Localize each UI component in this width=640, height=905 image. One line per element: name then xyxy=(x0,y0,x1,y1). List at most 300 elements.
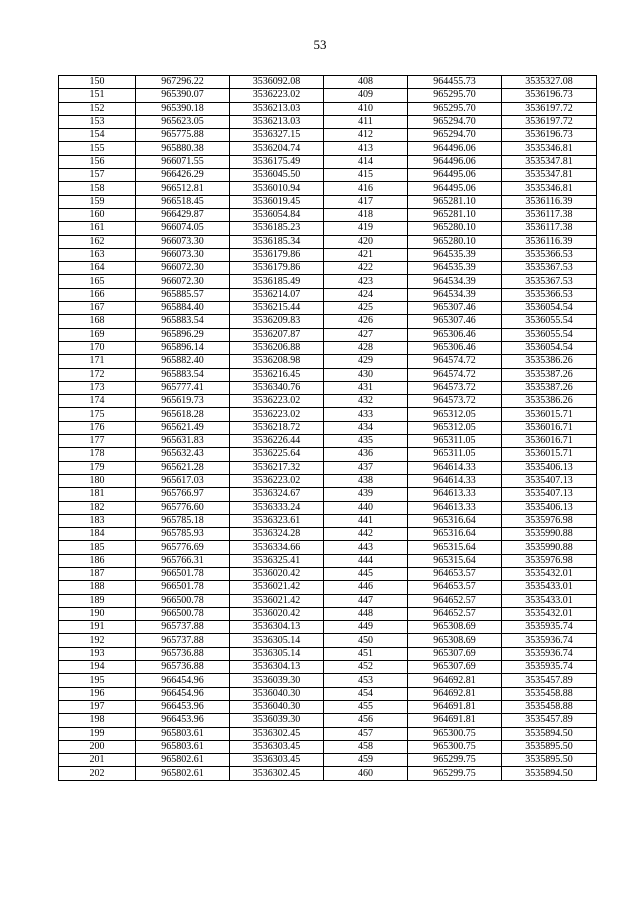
point-number-left-cell: 200 xyxy=(59,740,136,753)
point-number-left-cell: 166 xyxy=(59,288,136,301)
table-row xyxy=(59,222,597,235)
y-coordinate-left-cell: 3536020.42 xyxy=(230,567,324,580)
x-coordinate-right-cell: 965299.75 xyxy=(408,767,502,780)
x-coordinate-right-cell: 965295.70 xyxy=(408,89,502,102)
table-row xyxy=(59,687,597,700)
y-coordinate-left-cell: 3536185.34 xyxy=(230,235,324,248)
x-coordinate-left-cell: 965896.14 xyxy=(136,341,230,354)
x-coordinate-left-cell: 966500.78 xyxy=(136,594,230,607)
x-coordinate-left-cell: 965623.05 xyxy=(136,115,230,128)
y-coordinate-left-cell: 3536092.08 xyxy=(230,76,324,89)
x-coordinate-right-cell: 964692.81 xyxy=(408,687,502,700)
y-coordinate-right-cell: 3536116.39 xyxy=(502,195,597,208)
point-number-right-cell: 425 xyxy=(324,302,408,315)
table-row xyxy=(59,754,597,767)
point-number-left-cell: 198 xyxy=(59,714,136,727)
point-number-left-cell: 193 xyxy=(59,647,136,660)
y-coordinate-right-cell: 3535347.81 xyxy=(502,169,597,182)
y-coordinate-right-cell: 3535894.50 xyxy=(502,767,597,780)
x-coordinate-right-cell: 965307.69 xyxy=(408,661,502,674)
x-coordinate-left-cell: 966454.96 xyxy=(136,674,230,687)
x-coordinate-right-cell: 964573.72 xyxy=(408,381,502,394)
point-number-right-cell: 421 xyxy=(324,248,408,261)
x-coordinate-right-cell: 964574.72 xyxy=(408,355,502,368)
y-coordinate-left-cell: 3536302.45 xyxy=(230,767,324,780)
point-number-left-cell: 164 xyxy=(59,262,136,275)
x-coordinate-right-cell: 964652.57 xyxy=(408,607,502,620)
y-coordinate-left-cell: 3536324.28 xyxy=(230,528,324,541)
point-number-right-cell: 454 xyxy=(324,687,408,700)
y-coordinate-right-cell: 3535457.89 xyxy=(502,674,597,687)
table-row xyxy=(59,262,597,275)
y-coordinate-right-cell: 3535432.01 xyxy=(502,607,597,620)
point-number-right-cell: 448 xyxy=(324,607,408,620)
table-row xyxy=(59,248,597,261)
y-coordinate-left-cell: 3536218.72 xyxy=(230,421,324,434)
y-coordinate-left-cell: 3536304.13 xyxy=(230,621,324,634)
x-coordinate-left-cell: 965737.88 xyxy=(136,621,230,634)
point-number-left-cell: 176 xyxy=(59,421,136,434)
y-coordinate-right-cell: 3535346.81 xyxy=(502,182,597,195)
point-number-left-cell: 196 xyxy=(59,687,136,700)
x-coordinate-left-cell: 966074.05 xyxy=(136,222,230,235)
point-number-right-cell: 441 xyxy=(324,514,408,527)
table-row xyxy=(59,328,597,341)
y-coordinate-left-cell: 3536304.13 xyxy=(230,661,324,674)
y-coordinate-right-cell: 3535976.98 xyxy=(502,554,597,567)
point-number-right-cell: 431 xyxy=(324,381,408,394)
table-row xyxy=(59,142,597,155)
point-number-left-cell: 150 xyxy=(59,76,136,89)
point-number-right-cell: 413 xyxy=(324,142,408,155)
y-coordinate-right-cell: 3535407.13 xyxy=(502,488,597,501)
x-coordinate-left-cell: 965631.83 xyxy=(136,435,230,448)
point-number-right-cell: 427 xyxy=(324,328,408,341)
x-coordinate-right-cell: 965308.69 xyxy=(408,621,502,634)
table-row xyxy=(59,767,597,780)
x-coordinate-left-cell: 965885.57 xyxy=(136,288,230,301)
table-row xyxy=(59,275,597,288)
y-coordinate-right-cell: 3536016.71 xyxy=(502,421,597,434)
point-number-left-cell: 155 xyxy=(59,142,136,155)
x-coordinate-right-cell: 965316.64 xyxy=(408,514,502,527)
point-number-left-cell: 202 xyxy=(59,767,136,780)
x-coordinate-left-cell: 965802.61 xyxy=(136,754,230,767)
x-coordinate-left-cell: 965766.31 xyxy=(136,554,230,567)
table-row xyxy=(59,368,597,381)
point-number-right-cell: 452 xyxy=(324,661,408,674)
y-coordinate-left-cell: 3536010.94 xyxy=(230,182,324,195)
y-coordinate-right-cell: 3535366.53 xyxy=(502,248,597,261)
x-coordinate-right-cell: 964455.73 xyxy=(408,76,502,89)
point-number-left-cell: 189 xyxy=(59,594,136,607)
table-row xyxy=(59,647,597,660)
y-coordinate-left-cell: 3536179.86 xyxy=(230,248,324,261)
point-number-left-cell: 172 xyxy=(59,368,136,381)
point-number-left-cell: 173 xyxy=(59,381,136,394)
x-coordinate-right-cell: 964613.33 xyxy=(408,488,502,501)
point-number-left-cell: 154 xyxy=(59,129,136,142)
x-coordinate-right-cell: 965308.69 xyxy=(408,634,502,647)
y-coordinate-right-cell: 3535386.26 xyxy=(502,395,597,408)
point-number-right-cell: 442 xyxy=(324,528,408,541)
x-coordinate-left-cell: 965883.54 xyxy=(136,368,230,381)
table-row xyxy=(59,541,597,554)
x-coordinate-left-cell: 966453.96 xyxy=(136,700,230,713)
y-coordinate-right-cell: 3536015.71 xyxy=(502,408,597,421)
x-coordinate-right-cell: 965306.46 xyxy=(408,341,502,354)
point-number-left-cell: 151 xyxy=(59,89,136,102)
x-coordinate-right-cell: 965315.64 xyxy=(408,554,502,567)
y-coordinate-left-cell: 3536185.23 xyxy=(230,222,324,235)
point-number-left-cell: 168 xyxy=(59,315,136,328)
point-number-left-cell: 188 xyxy=(59,581,136,594)
y-coordinate-left-cell: 3536204.74 xyxy=(230,142,324,155)
y-coordinate-left-cell: 3536223.02 xyxy=(230,408,324,421)
x-coordinate-right-cell: 964614.33 xyxy=(408,474,502,487)
point-number-left-cell: 186 xyxy=(59,554,136,567)
point-number-left-cell: 174 xyxy=(59,395,136,408)
x-coordinate-left-cell: 965896.29 xyxy=(136,328,230,341)
y-coordinate-left-cell: 3536226.44 xyxy=(230,435,324,448)
point-number-right-cell: 435 xyxy=(324,435,408,448)
point-number-right-cell: 434 xyxy=(324,421,408,434)
x-coordinate-left-cell: 965803.61 xyxy=(136,727,230,740)
table-row xyxy=(59,288,597,301)
y-coordinate-left-cell: 3536305.14 xyxy=(230,634,324,647)
y-coordinate-left-cell: 3536019.45 xyxy=(230,195,324,208)
x-coordinate-left-cell: 966072.30 xyxy=(136,262,230,275)
point-number-right-cell: 440 xyxy=(324,501,408,514)
x-coordinate-right-cell: 964573.72 xyxy=(408,395,502,408)
point-number-right-cell: 418 xyxy=(324,208,408,221)
y-coordinate-left-cell: 3536175.49 xyxy=(230,155,324,168)
table-row xyxy=(59,395,597,408)
y-coordinate-right-cell: 3536054.54 xyxy=(502,302,597,315)
y-coordinate-right-cell: 3535346.81 xyxy=(502,142,597,155)
point-number-left-cell: 177 xyxy=(59,435,136,448)
point-number-right-cell: 420 xyxy=(324,235,408,248)
table-row xyxy=(59,461,597,474)
point-number-left-cell: 182 xyxy=(59,501,136,514)
x-coordinate-right-cell: 965311.05 xyxy=(408,435,502,448)
table-row xyxy=(59,727,597,740)
x-coordinate-right-cell: 964691.81 xyxy=(408,714,502,727)
point-number-right-cell: 445 xyxy=(324,567,408,580)
table-row xyxy=(59,474,597,487)
x-coordinate-left-cell: 965621.49 xyxy=(136,421,230,434)
table-row xyxy=(59,714,597,727)
x-coordinate-right-cell: 965312.05 xyxy=(408,408,502,421)
point-number-left-cell: 197 xyxy=(59,700,136,713)
x-coordinate-left-cell: 965632.43 xyxy=(136,448,230,461)
point-number-right-cell: 436 xyxy=(324,448,408,461)
point-number-right-cell: 424 xyxy=(324,288,408,301)
y-coordinate-right-cell: 3535936.74 xyxy=(502,647,597,660)
y-coordinate-left-cell: 3536327.15 xyxy=(230,129,324,142)
point-number-right-cell: 409 xyxy=(324,89,408,102)
y-coordinate-left-cell: 3536303.45 xyxy=(230,740,324,753)
point-number-left-cell: 175 xyxy=(59,408,136,421)
point-number-left-cell: 170 xyxy=(59,341,136,354)
table-row xyxy=(59,514,597,527)
x-coordinate-left-cell: 966071.55 xyxy=(136,155,230,168)
x-coordinate-right-cell: 965300.75 xyxy=(408,740,502,753)
point-number-left-cell: 158 xyxy=(59,182,136,195)
table-row xyxy=(59,102,597,115)
y-coordinate-right-cell: 3535935.74 xyxy=(502,661,597,674)
y-coordinate-left-cell: 3536225.64 xyxy=(230,448,324,461)
y-coordinate-right-cell: 3535976.98 xyxy=(502,514,597,527)
point-number-right-cell: 433 xyxy=(324,408,408,421)
y-coordinate-left-cell: 3536207.87 xyxy=(230,328,324,341)
coordinate-table xyxy=(58,75,597,781)
y-coordinate-left-cell: 3536206.88 xyxy=(230,341,324,354)
point-number-left-cell: 199 xyxy=(59,727,136,740)
x-coordinate-left-cell: 965883.54 xyxy=(136,315,230,328)
table-row xyxy=(59,155,597,168)
x-coordinate-left-cell: 965766.97 xyxy=(136,488,230,501)
x-coordinate-right-cell: 965280.10 xyxy=(408,235,502,248)
y-coordinate-right-cell: 3535406.13 xyxy=(502,501,597,514)
y-coordinate-left-cell: 3536223.02 xyxy=(230,395,324,408)
x-coordinate-left-cell: 965884.40 xyxy=(136,302,230,315)
table-row xyxy=(59,302,597,315)
table-row xyxy=(59,182,597,195)
point-number-right-cell: 422 xyxy=(324,262,408,275)
x-coordinate-right-cell: 965299.75 xyxy=(408,754,502,767)
x-coordinate-left-cell: 966500.78 xyxy=(136,607,230,620)
point-number-left-cell: 167 xyxy=(59,302,136,315)
point-number-right-cell: 430 xyxy=(324,368,408,381)
y-coordinate-right-cell: 3535894.50 xyxy=(502,727,597,740)
table-row xyxy=(59,700,597,713)
y-coordinate-right-cell: 3536116.39 xyxy=(502,235,597,248)
point-number-right-cell: 451 xyxy=(324,647,408,660)
point-number-right-cell: 412 xyxy=(324,129,408,142)
y-coordinate-right-cell: 3535406.13 xyxy=(502,461,597,474)
x-coordinate-left-cell: 966501.78 xyxy=(136,581,230,594)
point-number-right-cell: 455 xyxy=(324,700,408,713)
y-coordinate-left-cell: 3536039.30 xyxy=(230,714,324,727)
point-number-left-cell: 195 xyxy=(59,674,136,687)
point-number-left-cell: 181 xyxy=(59,488,136,501)
x-coordinate-right-cell: 965316.64 xyxy=(408,528,502,541)
x-coordinate-right-cell: 964653.57 xyxy=(408,581,502,594)
table-row xyxy=(59,76,597,89)
y-coordinate-left-cell: 3536208.98 xyxy=(230,355,324,368)
point-number-right-cell: 457 xyxy=(324,727,408,740)
y-coordinate-left-cell: 3536216.45 xyxy=(230,368,324,381)
point-number-left-cell: 165 xyxy=(59,275,136,288)
x-coordinate-right-cell: 965295.70 xyxy=(408,102,502,115)
x-coordinate-left-cell: 966073.30 xyxy=(136,235,230,248)
point-number-left-cell: 179 xyxy=(59,461,136,474)
y-coordinate-right-cell: 3536016.71 xyxy=(502,435,597,448)
x-coordinate-left-cell: 966454.96 xyxy=(136,687,230,700)
point-number-left-cell: 152 xyxy=(59,102,136,115)
y-coordinate-right-cell: 3535367.53 xyxy=(502,262,597,275)
x-coordinate-left-cell: 965390.07 xyxy=(136,89,230,102)
point-number-right-cell: 415 xyxy=(324,169,408,182)
y-coordinate-left-cell: 3536333.24 xyxy=(230,501,324,514)
x-coordinate-left-cell: 965785.93 xyxy=(136,528,230,541)
table-row xyxy=(59,594,597,607)
y-coordinate-right-cell: 3535895.50 xyxy=(502,754,597,767)
x-coordinate-left-cell: 965776.69 xyxy=(136,541,230,554)
x-coordinate-right-cell: 964692.81 xyxy=(408,674,502,687)
x-coordinate-right-cell: 964535.39 xyxy=(408,248,502,261)
table-row xyxy=(59,115,597,128)
table-row xyxy=(59,581,597,594)
point-number-left-cell: 160 xyxy=(59,208,136,221)
x-coordinate-left-cell: 965617.03 xyxy=(136,474,230,487)
y-coordinate-right-cell: 3536055.54 xyxy=(502,315,597,328)
table-row xyxy=(59,421,597,434)
table-row xyxy=(59,607,597,620)
y-coordinate-left-cell: 3536215.44 xyxy=(230,302,324,315)
point-number-left-cell: 192 xyxy=(59,634,136,647)
point-number-left-cell: 184 xyxy=(59,528,136,541)
x-coordinate-right-cell: 965300.75 xyxy=(408,727,502,740)
y-coordinate-right-cell: 3536197.72 xyxy=(502,115,597,128)
x-coordinate-right-cell: 965294.70 xyxy=(408,115,502,128)
x-coordinate-left-cell: 966073.30 xyxy=(136,248,230,261)
y-coordinate-left-cell: 3536021.42 xyxy=(230,594,324,607)
table-row xyxy=(59,129,597,142)
x-coordinate-left-cell: 965737.88 xyxy=(136,634,230,647)
table-row xyxy=(59,740,597,753)
x-coordinate-right-cell: 964534.39 xyxy=(408,288,502,301)
point-number-right-cell: 419 xyxy=(324,222,408,235)
y-coordinate-left-cell: 3536020.42 xyxy=(230,607,324,620)
x-coordinate-right-cell: 965307.46 xyxy=(408,315,502,328)
x-coordinate-right-cell: 964614.33 xyxy=(408,461,502,474)
point-number-right-cell: 417 xyxy=(324,195,408,208)
x-coordinate-left-cell: 966426.29 xyxy=(136,169,230,182)
x-coordinate-left-cell: 966072.30 xyxy=(136,275,230,288)
point-number-right-cell: 408 xyxy=(324,76,408,89)
x-coordinate-right-cell: 964691.81 xyxy=(408,700,502,713)
point-number-left-cell: 183 xyxy=(59,514,136,527)
y-coordinate-left-cell: 3536223.02 xyxy=(230,89,324,102)
y-coordinate-right-cell: 3535387.26 xyxy=(502,381,597,394)
table-row xyxy=(59,501,597,514)
point-number-left-cell: 180 xyxy=(59,474,136,487)
x-coordinate-left-cell: 965803.61 xyxy=(136,740,230,753)
x-coordinate-right-cell: 965281.10 xyxy=(408,195,502,208)
point-number-right-cell: 450 xyxy=(324,634,408,647)
point-number-right-cell: 414 xyxy=(324,155,408,168)
y-coordinate-right-cell: 3535433.01 xyxy=(502,581,597,594)
point-number-left-cell: 163 xyxy=(59,248,136,261)
point-number-right-cell: 458 xyxy=(324,740,408,753)
x-coordinate-right-cell: 964495.06 xyxy=(408,182,502,195)
point-number-right-cell: 447 xyxy=(324,594,408,607)
point-number-left-cell: 171 xyxy=(59,355,136,368)
y-coordinate-right-cell: 3535990.88 xyxy=(502,528,597,541)
table-row xyxy=(59,341,597,354)
x-coordinate-left-cell: 965785.18 xyxy=(136,514,230,527)
y-coordinate-left-cell: 3536213.03 xyxy=(230,102,324,115)
point-number-right-cell: 446 xyxy=(324,581,408,594)
point-number-left-cell: 178 xyxy=(59,448,136,461)
point-number-right-cell: 459 xyxy=(324,754,408,767)
x-coordinate-right-cell: 965315.64 xyxy=(408,541,502,554)
table-row xyxy=(59,208,597,221)
y-coordinate-left-cell: 3536040.30 xyxy=(230,687,324,700)
table-row xyxy=(59,408,597,421)
table-row xyxy=(59,169,597,182)
y-coordinate-right-cell: 3536117.38 xyxy=(502,222,597,235)
x-coordinate-right-cell: 965306.46 xyxy=(408,328,502,341)
x-coordinate-left-cell: 965882.40 xyxy=(136,355,230,368)
x-coordinate-left-cell: 965621.28 xyxy=(136,461,230,474)
point-number-right-cell: 410 xyxy=(324,102,408,115)
y-coordinate-left-cell: 3536302.45 xyxy=(230,727,324,740)
y-coordinate-right-cell: 3536196.73 xyxy=(502,129,597,142)
x-coordinate-left-cell: 965618.28 xyxy=(136,408,230,421)
y-coordinate-right-cell: 3535386.26 xyxy=(502,355,597,368)
y-coordinate-left-cell: 3536223.02 xyxy=(230,474,324,487)
x-coordinate-left-cell: 965736.88 xyxy=(136,647,230,660)
y-coordinate-left-cell: 3536323.61 xyxy=(230,514,324,527)
y-coordinate-left-cell: 3536185.49 xyxy=(230,275,324,288)
x-coordinate-left-cell: 966512.81 xyxy=(136,182,230,195)
x-coordinate-right-cell: 964495.06 xyxy=(408,169,502,182)
x-coordinate-right-cell: 965311.05 xyxy=(408,448,502,461)
y-coordinate-right-cell: 3535347.81 xyxy=(502,155,597,168)
table-row xyxy=(59,634,597,647)
y-coordinate-right-cell: 3536117.38 xyxy=(502,208,597,221)
y-coordinate-right-cell: 3535367.53 xyxy=(502,275,597,288)
y-coordinate-right-cell: 3535433.01 xyxy=(502,594,597,607)
point-number-right-cell: 449 xyxy=(324,621,408,634)
table-row xyxy=(59,488,597,501)
y-coordinate-left-cell: 3536054.84 xyxy=(230,208,324,221)
y-coordinate-right-cell: 3535432.01 xyxy=(502,567,597,580)
table-row xyxy=(59,674,597,687)
x-coordinate-left-cell: 965776.60 xyxy=(136,501,230,514)
y-coordinate-left-cell: 3536213.03 xyxy=(230,115,324,128)
table-row xyxy=(59,355,597,368)
x-coordinate-right-cell: 964535.39 xyxy=(408,262,502,275)
table-row xyxy=(59,89,597,102)
x-coordinate-left-cell: 965390.18 xyxy=(136,102,230,115)
x-coordinate-left-cell: 965619.73 xyxy=(136,395,230,408)
coordinate-table-body xyxy=(59,76,597,781)
point-number-right-cell: 443 xyxy=(324,541,408,554)
point-number-left-cell: 187 xyxy=(59,567,136,580)
table-row xyxy=(59,235,597,248)
x-coordinate-left-cell: 965775.88 xyxy=(136,129,230,142)
table-row xyxy=(59,621,597,634)
y-coordinate-right-cell: 3536055.54 xyxy=(502,328,597,341)
y-coordinate-right-cell: 3535458.88 xyxy=(502,700,597,713)
page-number: 53 xyxy=(313,37,327,52)
table-row xyxy=(59,661,597,674)
y-coordinate-right-cell: 3535935.74 xyxy=(502,621,597,634)
point-number-right-cell: 460 xyxy=(324,767,408,780)
table-row xyxy=(59,567,597,580)
x-coordinate-right-cell: 964496.06 xyxy=(408,142,502,155)
y-coordinate-right-cell: 3536197.72 xyxy=(502,102,597,115)
y-coordinate-right-cell: 3535458.88 xyxy=(502,687,597,700)
y-coordinate-left-cell: 3536217.32 xyxy=(230,461,324,474)
table-row xyxy=(59,195,597,208)
y-coordinate-right-cell: 3535407.13 xyxy=(502,474,597,487)
y-coordinate-left-cell: 3536214.07 xyxy=(230,288,324,301)
